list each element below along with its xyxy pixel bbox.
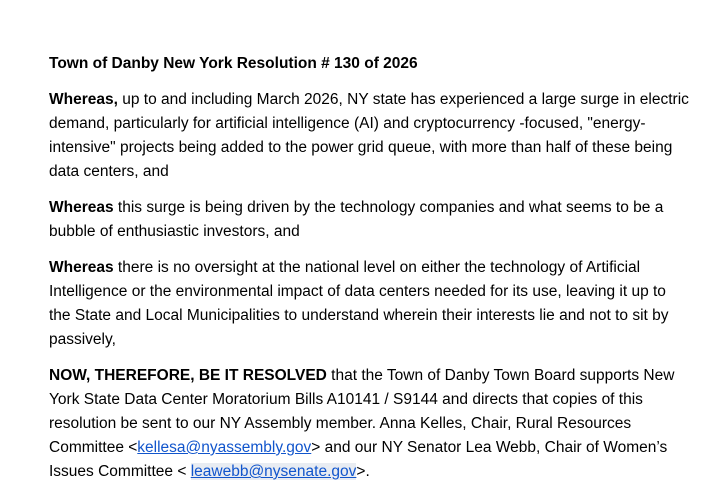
resolved-text-part-1: that the Town of Danby Town Board supports New York State Data Center Moratorium Bills A10141 / S9144 and directs that copies of this resolution be sent to our NY Assembly member. Anna Kelles, Chair, Rural Resources Committee < <box>49 367 675 456</box>
document-title: Town of Danby New York Resolution # 130 of 2026 <box>49 55 418 72</box>
whereas-text-1: up to and including March 2026, NY state has experienced a large surge in electric demand, particularly for artificial intelligence (AI) and cryptocurrency -focused, "energy-intensive" projects being added to the power grid queue, with more than half of these being data centers, and <box>49 91 689 180</box>
whereas-paragraph-2 <box>49 196 689 244</box>
whereas-keyword-2: Whereas <box>49 199 114 216</box>
resolved-paragraph <box>49 364 689 484</box>
assembly-email-link[interactable]: kellesa@nyassembly.gov <box>137 439 312 456</box>
whereas-paragraph-3 <box>49 256 689 352</box>
whereas-text-2: this surge is being driven by the technology companies and what seems to be a bubble of enthusiastic investors, and <box>49 199 664 240</box>
resolved-text-part-2: > and our NY Senator Lea Webb, Chair of Women’s Issues Committee < <box>49 439 668 480</box>
whereas-text-3: there is no oversight at the national level on either the technology of Artificial Intelligence or the environmental impact of data centers needed for its use, leaving it up to the State and Local Municipalities to understand wherein their interests lie and not to sit by passively, <box>49 259 669 348</box>
whereas-keyword-3: Whereas <box>49 259 114 276</box>
whereas-keyword-1: Whereas, <box>49 91 118 108</box>
document-body <box>49 52 689 496</box>
resolved-text-part-3: >. <box>356 463 370 480</box>
resolved-keyword: NOW, THEREFORE, BE IT RESOLVED <box>49 367 327 384</box>
senate-email-link[interactable]: leawebb@nysenate.gov <box>190 463 357 480</box>
whereas-paragraph-1 <box>49 88 689 184</box>
